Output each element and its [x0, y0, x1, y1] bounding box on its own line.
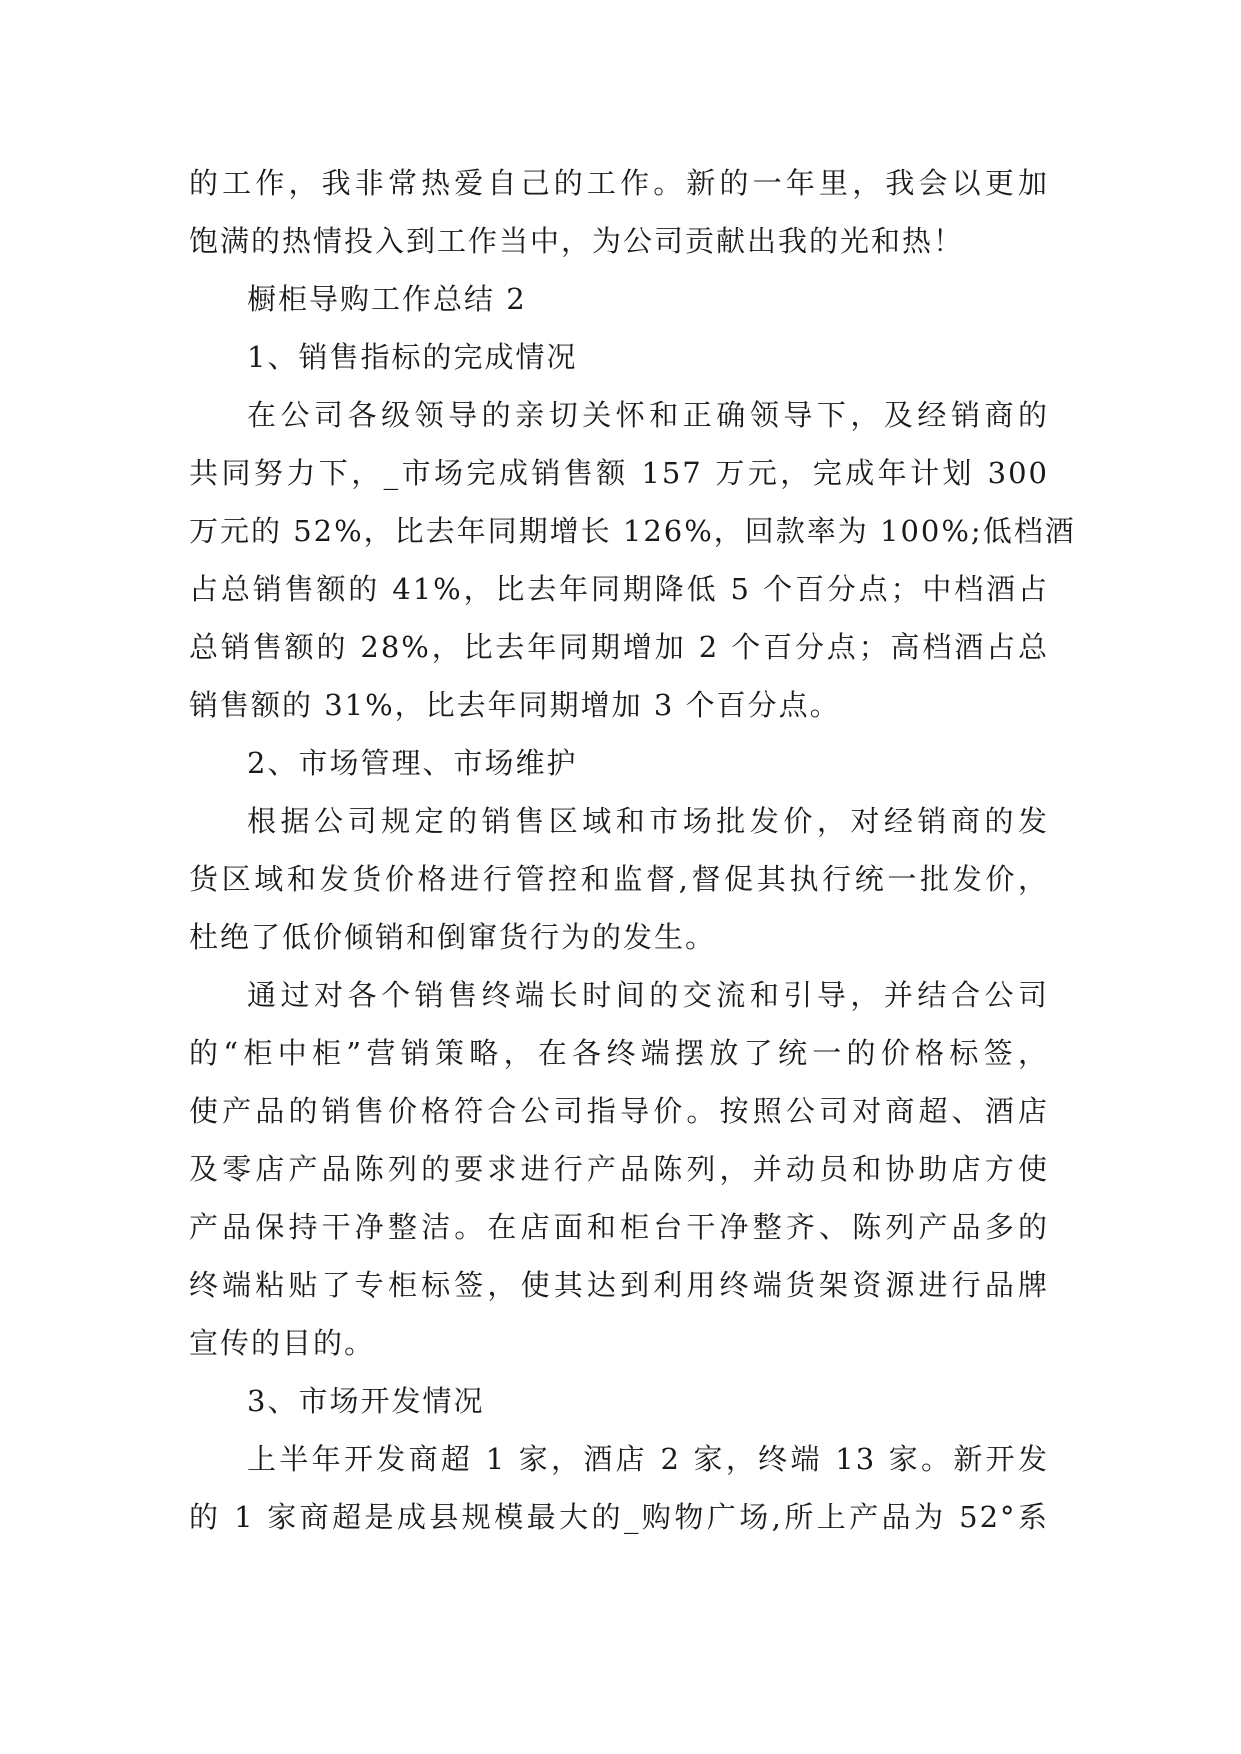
text-line: 饱满的热情投入到工作当中，为公司贡献出我的光和热！ — [189, 224, 965, 258]
text-line: 的 1 家商超是成县规模最大的_购物广场,所上产品为 52°系 — [189, 1500, 1049, 1534]
text-line: 占总销售额的 41%，比去年同期降低 5 个百分点；中档酒占 — [189, 572, 1049, 606]
text-line: 2、市场管理、市场维护 — [247, 746, 578, 780]
text-line: 的工作，我非常热爱自己的工作。新的一年里，我会以更加 — [189, 166, 1049, 200]
text-line: 宣传的目的。 — [189, 1326, 376, 1360]
text-line: 的“柜中柜”营销策略，在各终端摆放了统一的价格标签， — [189, 1036, 1049, 1070]
text-line: 使产品的销售价格符合公司指导价。按照公司对商超、酒店 — [189, 1094, 1049, 1128]
text-line: 根据公司规定的销售区域和市场批发价，对经销商的发 — [247, 804, 1049, 838]
text-line: 共同努力下，_市场完成销售额 157 万元，完成年计划 300 — [189, 456, 1049, 490]
text-line: 上半年开发商超 1 家，酒店 2 家，终端 13 家。新开发 — [247, 1442, 1049, 1476]
document-body — [189, 154, 1076, 1546]
text-line: 橱柜导购工作总结 2 — [247, 282, 527, 316]
text-line: 销售额的 31%，比去年同期增加 3 个百分点。 — [189, 688, 841, 722]
text-line: 货区域和发货价格进行管控和监督,督促其执行统一批发价， — [189, 862, 1049, 896]
text-line: 通过对各个销售终端长时间的交流和引导，并结合公司 — [247, 978, 1049, 1012]
text-line: 1、销售指标的完成情况 — [247, 340, 578, 374]
text-line: 万元的 52%，比去年同期增长 126%，回款率为 100%;低档酒 — [189, 514, 1076, 548]
text-line: 及零店产品陈列的要求进行产品陈列，并动员和协助店方使 — [189, 1152, 1049, 1186]
text-line: 3、市场开发情况 — [247, 1384, 485, 1418]
text-line: 终端粘贴了专柜标签，使其达到利用终端货架资源进行品牌 — [189, 1268, 1049, 1302]
text-line: 杜绝了低价倾销和倒窜货行为的发生。 — [189, 920, 717, 954]
text-line: 在公司各级领导的亲切关怀和正确领导下，及经销商的 — [247, 398, 1049, 432]
text-line: 产品保持干净整洁。在店面和柜台干净整齐、陈列产品多的 — [189, 1210, 1049, 1244]
text-line: 总销售额的 28%，比去年同期增加 2 个百分点；高档酒占总 — [189, 630, 1049, 664]
